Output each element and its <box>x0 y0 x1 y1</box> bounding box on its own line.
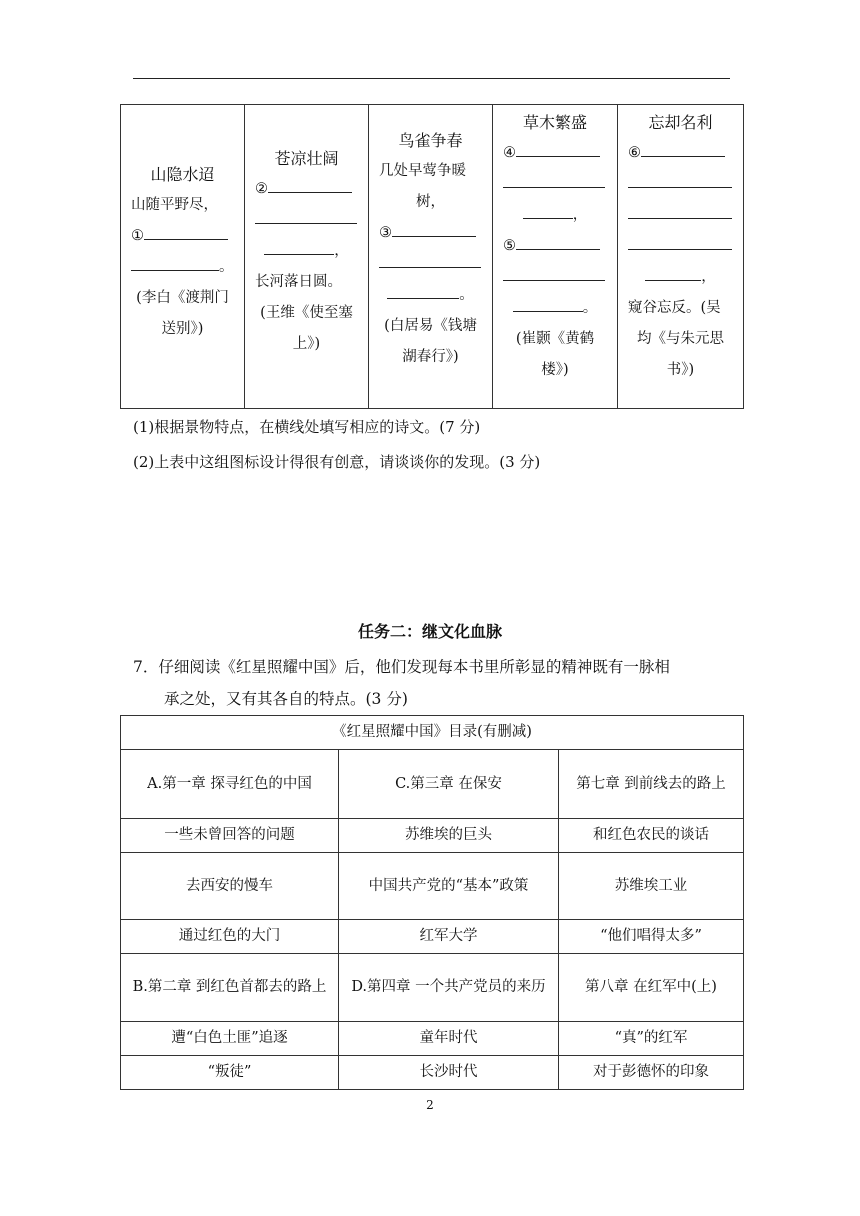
poem-source: (李白《渡荆门 <box>136 290 229 306</box>
table-cell: “叛徒” <box>121 1056 339 1090</box>
table-cell: 通过红色的大门 <box>121 920 339 954</box>
answer-blank[interactable] <box>628 200 733 231</box>
poem-line: 山随平野尽， <box>131 197 218 213</box>
poem-source: 送别》) <box>161 321 204 337</box>
poem-line: 树， <box>416 194 445 210</box>
answer-blank[interactable]: ④ <box>503 138 607 169</box>
table-cell: 对于彭德怀的印象 <box>559 1056 744 1090</box>
table-cell: “真”的红军 <box>559 1022 744 1056</box>
poem-table <box>120 104 744 409</box>
poem-source: 窥谷忘反。(吴 <box>628 300 721 316</box>
answer-blank[interactable] <box>503 169 607 200</box>
column-title: 忘却名利 <box>648 113 713 132</box>
table-cell: 红军大学 <box>339 920 559 954</box>
table-cell: B.第二章 到红色首都去的路上 <box>121 954 339 1022</box>
column-title: 山隐水迢 <box>150 165 215 184</box>
answer-blank[interactable] <box>628 231 733 262</box>
poem-source: (崔颢《黄鹤 <box>515 331 595 347</box>
poem-source: 均《与朱元思 <box>637 331 724 347</box>
question-7 <box>133 651 743 715</box>
answer-blank[interactable]: ⑤ <box>503 231 607 262</box>
poem-column-5 <box>618 105 744 409</box>
page-number: 2 <box>426 1098 434 1112</box>
poem-column-3 <box>369 105 493 409</box>
table-cell: 一些未曾回答的问题 <box>121 819 339 853</box>
poem-column-1 <box>121 105 245 409</box>
poem-line: 几处早莺争暖 <box>379 163 466 179</box>
contents-table <box>120 715 744 1090</box>
header-rule <box>133 78 730 79</box>
poem-source: 书》) <box>666 362 695 378</box>
answer-blank[interactable] <box>379 249 482 280</box>
table-cell: 和红色农民的谈话 <box>559 819 744 853</box>
poem-source: 楼》) <box>541 362 569 378</box>
question-6-2: (2)上表中这组图标设计得很有创意，请谈谈你的发现。(3 分) <box>133 453 541 471</box>
answer-blank[interactable]: 。 <box>379 280 482 311</box>
answer-blank[interactable] <box>503 262 607 293</box>
poem-column-4 <box>493 105 618 409</box>
answer-blank[interactable]: 。 <box>503 293 607 324</box>
answer-blank[interactable] <box>255 205 358 236</box>
answer-blank[interactable]: ② <box>255 174 358 205</box>
column-title: 苍凉壮阔 <box>274 149 339 168</box>
answer-blank[interactable]: 。 <box>131 252 234 283</box>
column-title: 鸟雀争春 <box>398 131 463 150</box>
answer-blank[interactable]: ， <box>503 200 607 231</box>
table-cell: “他们唱得太多” <box>559 920 744 954</box>
table-cell: 第八章 在红军中(上) <box>559 954 744 1022</box>
column-title: 草木繁盛 <box>522 113 587 132</box>
table-cell: 苏维埃工业 <box>559 853 744 920</box>
table-cell: 中国共产党的“基本”政策 <box>339 853 559 920</box>
table-header: 《红星照耀中国》目录(有删减) <box>121 716 744 750</box>
table-cell: 遭“白色土匪”追逐 <box>121 1022 339 1056</box>
poem-source: (白居易《钱塘 <box>384 318 477 334</box>
question-7-line: 承之处，又有其各自的特点。(3 分) <box>164 690 408 708</box>
table-cell: 苏维埃的巨头 <box>339 819 559 853</box>
answer-blank[interactable] <box>628 169 733 200</box>
table-cell: D.第四章 一个共产党员的来历 <box>339 954 559 1022</box>
answer-blank[interactable]: ， <box>628 262 733 293</box>
poem-source: (王维《使至塞 <box>260 305 353 321</box>
table-cell: 长沙时代 <box>339 1056 559 1090</box>
task-heading: 任务二：继文化血脉 <box>357 622 502 641</box>
table-cell: 第七章 到前线去的路上 <box>559 750 744 819</box>
table-cell: A.第一章 探寻红色的中国 <box>121 750 339 819</box>
answer-blank[interactable]: ， <box>255 236 358 267</box>
poem-line: 长河落日圆。 <box>255 274 342 290</box>
table-cell: 童年时代 <box>339 1022 559 1056</box>
poem-source: 湖春行》) <box>402 349 459 365</box>
table-cell: C.第三章 在保安 <box>339 750 559 819</box>
table-cell: 去西安的慢车 <box>121 853 339 920</box>
answer-blank[interactable]: ① <box>131 221 234 252</box>
poem-source: 上》) <box>292 336 321 352</box>
answer-blank[interactable]: ③ <box>379 218 482 249</box>
question-6-1: (1)根据景物特点，在横线处填写相应的诗文。(7 分) <box>133 418 481 436</box>
question-7-line: 7．仔细阅读《红星照耀中国》后，他们发现每本书里所彰显的精神既有一脉相 <box>133 658 670 676</box>
poem-column-2 <box>245 105 369 409</box>
answer-blank[interactable]: ⑥ <box>628 138 733 169</box>
